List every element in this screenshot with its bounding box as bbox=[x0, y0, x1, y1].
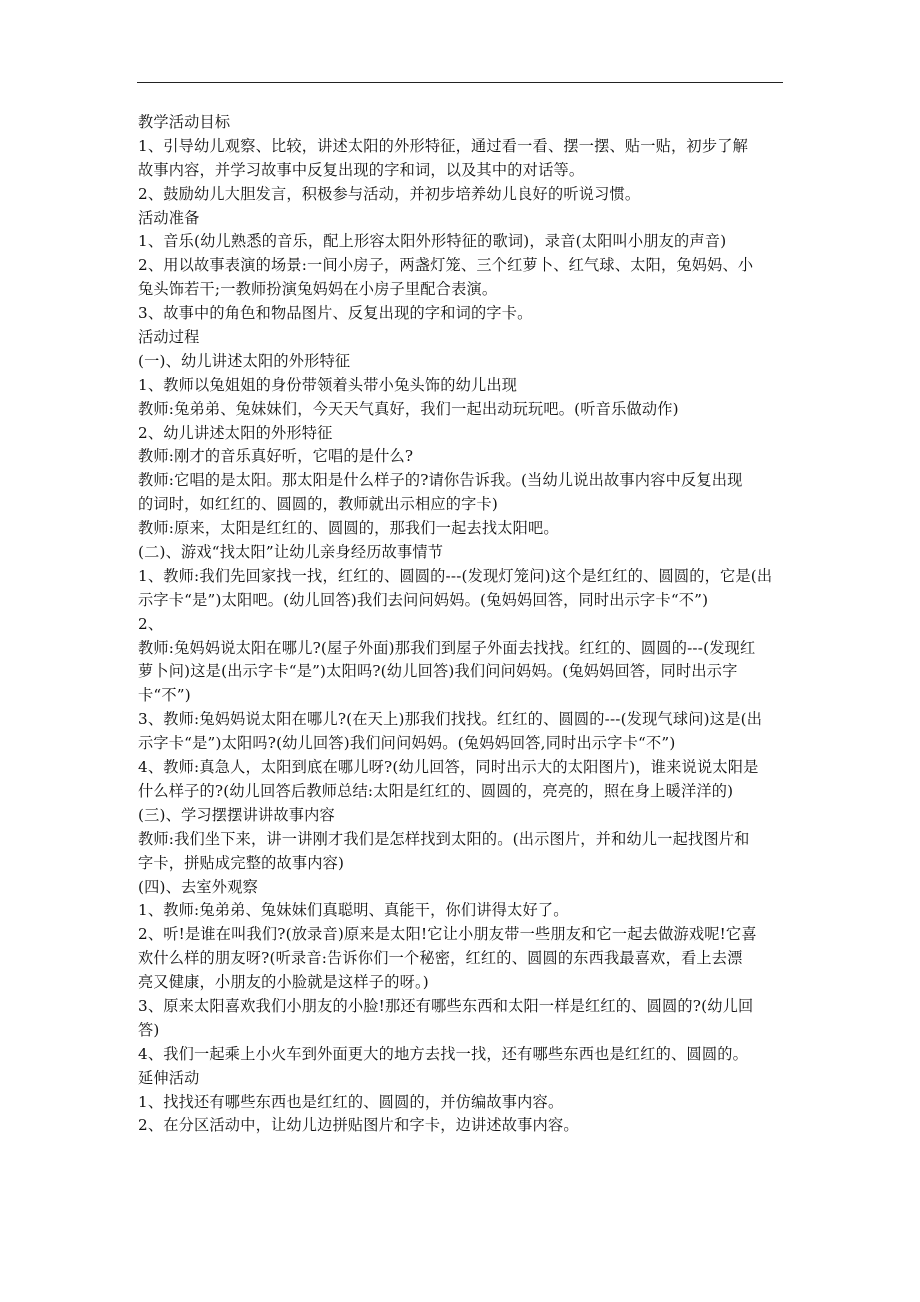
text-line: 萝卜问)这是(出示字卡“是”)太阳吗?(幼儿回答)我们问问妈妈。(兔妈妈回答，同时出示字 bbox=[138, 662, 738, 681]
text-line: 字卡，拼贴成完整的故事内容) bbox=[138, 853, 345, 872]
text-line: 什么样子的?(幼儿回答后教师总结:太阳是红红的、圆圆的，亮亮的，照在身上暖洋洋的) bbox=[138, 781, 734, 800]
text-line: 活动准备 bbox=[138, 208, 200, 227]
text-line: 欢什么样的朋友呀?(听录音:告诉你们一个秘密，红红的、圆圆的东西我最喜欢，看上去漂 bbox=[138, 949, 743, 968]
text-line: 4、教师:真急人，太阳到底在哪儿呀?(幼儿回答，同时出示大的太阳图片)，谁来说说太阳是 bbox=[138, 758, 759, 777]
text-line: 答) bbox=[138, 1020, 160, 1039]
text-line: 的词时，如红红的、圆圆的，教师就出示相应的字卡) bbox=[138, 495, 499, 514]
text-line: 2、在分区活动中，让幼儿边拼贴图片和字卡，边讲述故事内容。 bbox=[138, 1116, 579, 1135]
text-line: 2、鼓励幼儿大胆发言，积极参与活动，并初步培养幼儿良好的听说习惯。 bbox=[138, 184, 641, 203]
text-line: 故事内容，并学习故事中反复出现的字和词，以及其中的对话等。 bbox=[138, 160, 585, 179]
text-line: 2、听!是谁在叫我们?(放录音)原来是太阳!它让小朋友带一些朋友和它一起去做游戏呢!它喜 bbox=[138, 925, 757, 944]
document-body bbox=[138, 111, 788, 1138]
text-line: 教师:原来，太阳是红红的、圆圆的，那我们一起去找太阳吧。 bbox=[138, 519, 559, 538]
text-line: 教师:兔弟弟、兔妹妹们，今天天气真好，我们一起出动玩玩吧。(听音乐做动作) bbox=[138, 399, 679, 418]
text-line: 教学活动目标 bbox=[138, 113, 231, 131]
text-line: 1、引导幼儿观察、比较，讲述太阳的外形特征，通过看一看、摆一摆、贴一贴，初步了解 bbox=[138, 136, 748, 155]
text-line: 示字卡“是”)太阳吗?(幼儿回答)我们问问妈妈。(兔妈妈回答,同时出示字卡“不”) bbox=[138, 734, 676, 753]
text-line: 亮又健康，小朋友的小脸就是这样子的呀。) bbox=[138, 973, 429, 992]
text-line: 2、幼儿讲述太阳的外形特征 bbox=[138, 423, 333, 442]
text-line: 3、故事中的角色和物品图片、反复出现的字和词的字卡。 bbox=[138, 304, 533, 323]
text-line: 4、我们一起乘上小火车到外面更大的地方去找一找，还有哪些东西也是红红的、圆圆的。 bbox=[138, 1044, 748, 1063]
text-line: 教师:刚才的音乐真好听，它唱的是什么? bbox=[138, 447, 414, 466]
text-line: 1、教师以兔姐姐的身份带领着头带小兔头饰的幼儿出现 bbox=[138, 375, 518, 394]
text-line: 2、用以故事表演的场景:一间小房子，两盏灯笼、三个红萝卜、红气球、太阳，兔妈妈、小 bbox=[138, 256, 754, 275]
text-line: (一)、幼儿讲述太阳的外形特征 bbox=[138, 351, 351, 370]
header-rule bbox=[137, 82, 783, 83]
text-line: (三)、学习摆摆讲讲故事内容 bbox=[138, 805, 335, 824]
text-line: 1、教师:我们先回家找一找，红红的、圆圆的---(发现灯笼问)这个是红红的、圆圆的，它是(出 bbox=[138, 566, 773, 585]
text-line: (四)、去室外观察 bbox=[138, 877, 258, 896]
text-line: 延伸活动 bbox=[138, 1068, 200, 1087]
text-line: (二)、游戏“找太阳”让幼儿亲身经历故事情节 bbox=[138, 543, 444, 562]
text-line: 兔头饰若干;一教师扮演兔妈妈在小房子里配合表演。 bbox=[138, 280, 498, 299]
text-line: 1、音乐(幼儿熟悉的音乐，配上形容太阳外形特征的歌词)，录音(太阳叫小朋友的声音) bbox=[138, 232, 727, 251]
text-line: 卡“不”) bbox=[138, 686, 191, 705]
text-line: 教师:它唱的是太阳。那太阳是什么样子的?请你告诉我。(当幼儿说出故事内容中反复出现 bbox=[138, 471, 743, 490]
text-line: 3、原来太阳喜欢我们小朋友的小脸!那还有哪些东西和太阳一样是红红的、圆圆的?(幼儿回 bbox=[138, 996, 754, 1015]
text-line: 教师:兔妈妈说太阳在哪儿?(屋子外面)那我们到屋子外面去找找。红红的、圆圆的---(发现红 bbox=[138, 638, 756, 657]
text-line: 2、 bbox=[138, 614, 164, 633]
text-line: 1、教师:兔弟弟、兔妹妹们真聪明、真能干，你们讲得太好了。 bbox=[138, 901, 569, 920]
text-line: 3、教师:兔妈妈说太阳在哪儿?(在天上)那我们找找。红红的、圆圆的---(发现气球问)这是(出 bbox=[138, 710, 763, 729]
text-line: 示字卡“是”)太阳吧。(幼儿回答)我们去问问妈妈。(兔妈妈回答，同时出示字卡“不”) bbox=[138, 590, 709, 609]
text-line: 活动过程 bbox=[138, 328, 200, 347]
text-line: 教师:我们坐下来，讲一讲刚才我们是怎样找到太阳的。(出示图片，并和幼儿一起找图片和 bbox=[138, 829, 750, 848]
text-line: 1、找找还有哪些东西也是红红的、圆圆的，并仿编故事内容。 bbox=[138, 1092, 564, 1111]
